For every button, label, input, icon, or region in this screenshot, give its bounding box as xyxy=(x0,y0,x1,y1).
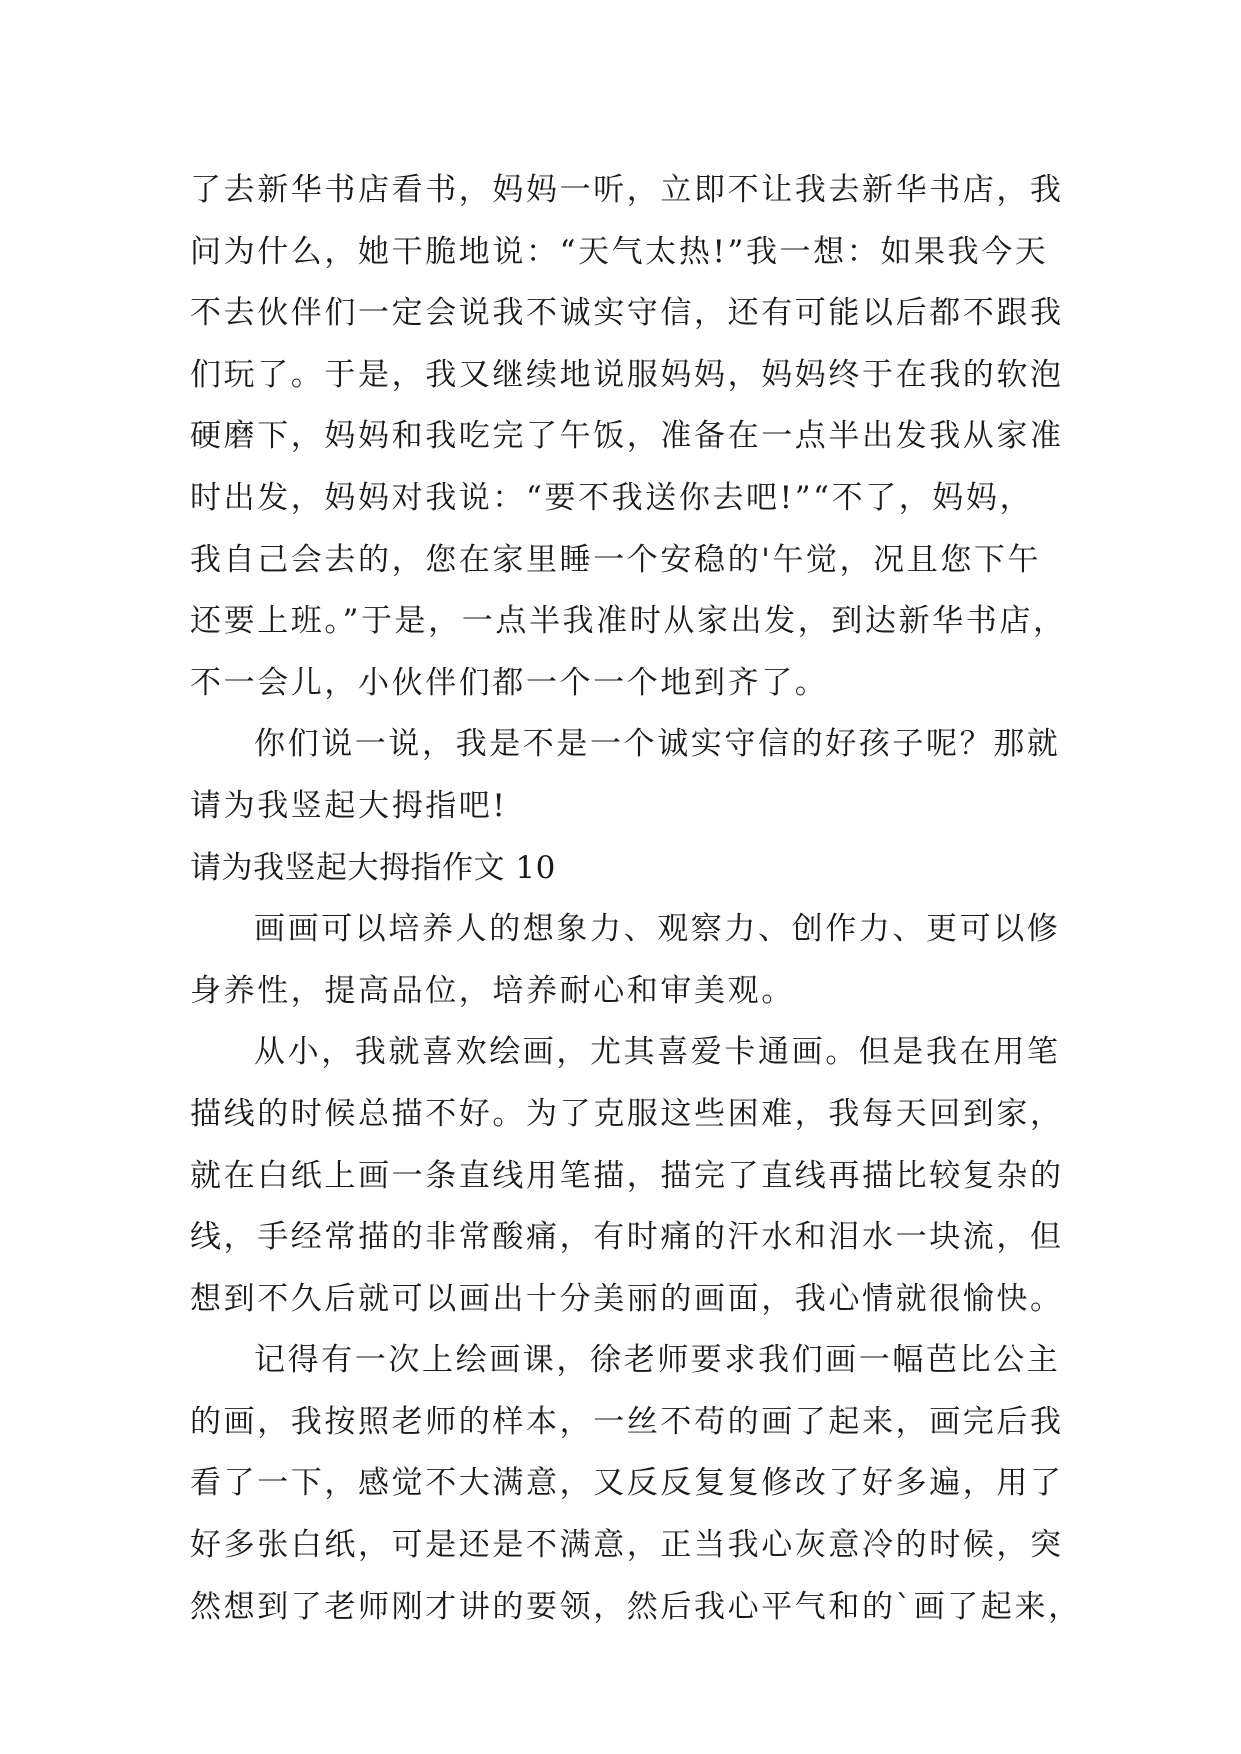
body-line: 还要上班。”于是，一点半我准时从家出发，到达新华书店， xyxy=(190,603,1067,640)
body-line: 想到不久后就可以画出十分美丽的画面，我心情就很愉快。 xyxy=(190,1280,1064,1317)
body-line: 看了一下，感觉不大满意，又反反复复修改了好多遍，用了 xyxy=(190,1465,1064,1502)
body-line: 问为什么，她干脆地说：“天气太热!”我一想：如果我今天 xyxy=(190,233,1049,270)
body-line: 了去新华书店看书，妈妈一听，立即不让我去新华书店，我 xyxy=(190,172,1064,208)
paragraph-first-line: 画画可以培养人的想象力、观察力、创作力、更可以修 xyxy=(254,911,1061,948)
body-line: 我自己会去的，您在家里睡一个安稳的'午觉，况且您下午 xyxy=(190,541,1042,578)
body-line: 好多张白纸，可是还是不满意，正当我心灰意冷的时候，突 xyxy=(190,1527,1064,1564)
body-line: 就在白纸上画一条直线用笔描，描完了直线再描比较复杂的 xyxy=(190,1157,1064,1194)
paragraph-first-line: 从小，我就喜欢绘画，尤其喜爱卡通画。但是我在用笔 xyxy=(254,1034,1061,1071)
body-line: 时出发，妈妈对我说：“要不我送你去吧!”“不了，妈妈， xyxy=(190,479,1034,516)
essay-body xyxy=(190,160,1082,1638)
body-line: 请为我竖起大拇指吧! xyxy=(190,787,508,824)
body-line: 的画，我按照老师的样本，一丝不苟的画了起来，画完后我 xyxy=(190,1403,1064,1440)
body-line: 线，手经常描的非常酸痛，有时痛的汗水和泪水一块流，但 xyxy=(190,1219,1064,1256)
body-line: 然想到了老师刚才讲的要领，然后我心平气和的`画了起来， xyxy=(190,1588,1082,1625)
paragraph-first-line: 你们说一说，我是不是一个诚实守信的好孩子呢？那就 xyxy=(254,726,1061,763)
paragraph-first-line: 记得有一次上绘画课，徐老师要求我们画一幅芭比公主 xyxy=(254,1342,1061,1379)
body-line: 不一会儿，小伙伴们都一个一个地到齐了。 xyxy=(190,664,829,701)
body-line: 硬磨下，妈妈和我吃完了午饭，准备在一点半出发我从家准 xyxy=(190,418,1064,455)
body-line: 描线的时候总描不好。为了克服这些困难，我每天回到家， xyxy=(190,1095,1064,1132)
body-line: 不去伙伴们一定会说我不诚实守信，还有可能以后都不跟我 xyxy=(190,295,1064,332)
body-line: 们玩了。于是，我又继续地说服妈妈，妈妈终于在我的软泡 xyxy=(190,356,1064,393)
body-line: 身养性，提高品位，培养耐心和审美观。 xyxy=(190,972,795,1009)
essay-heading: 请为我竖起大拇指作文 10 xyxy=(190,849,556,886)
